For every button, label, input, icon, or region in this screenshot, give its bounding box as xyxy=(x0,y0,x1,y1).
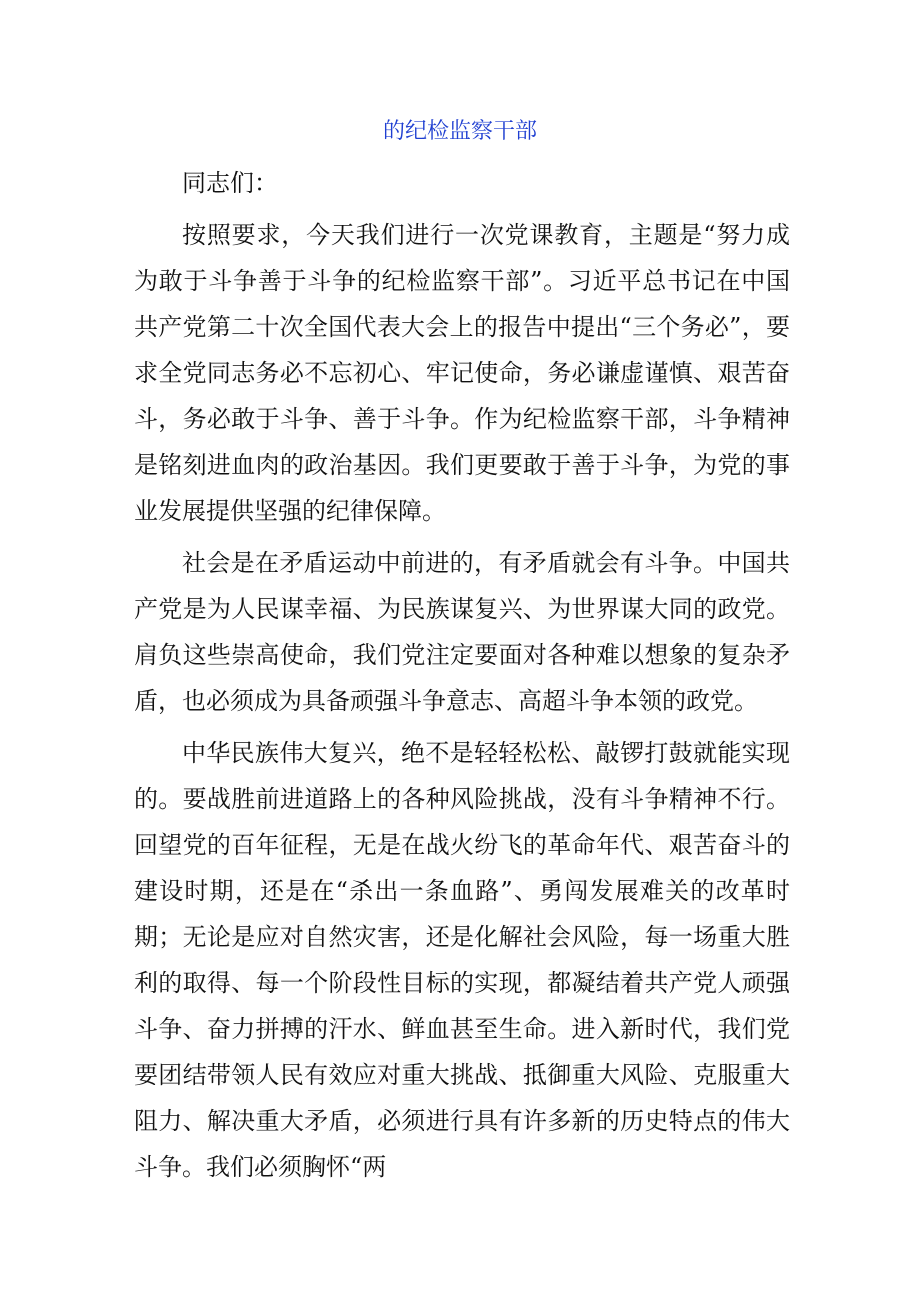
document-title: 的纪检监察干部 xyxy=(382,119,537,144)
paragraph-1: 按照要求，今天我们进行一次党课教育，主题是“努力成为敢于斗争善于斗争的纪检监察干部”。习近平总书记在中国共产党第二十次全国代表大会上的报告中提出“三个务必”，要求全党同志务必不忘初心、牢记使命，务必谦虚谨慎、艰苦奋斗，务必敢于斗争、善于斗争。作为纪检监察干部，斗争精神是铭刻进血肉的政治基因。我们更要敢于善于斗争，为党的事业发展提供坚强的纪律保障。 xyxy=(134,221,790,525)
paragraph-2: 社会是在矛盾运动中前进的，有矛盾就会有斗争。中国共产党是为人民谋幸福、为民族谋复兴、为世界谋大同的政党。肩负这些崇高使命，我们党注定要面对各种难以想象的复杂矛盾，也必须成为具备顽强斗争意志、高超斗争本领的政党。 xyxy=(134,549,790,715)
document-body xyxy=(134,160,790,1196)
salutation: 同志们： xyxy=(182,169,278,197)
paragraph-3: 中华民族伟大复兴，绝不是轻轻松松、敲锣打鼓就能实现的。要战胜前进道路上的各种风险挑战，没有斗争精神不行。回望党的百年征程，无是在战火纷飞的革命年代、艰苦奋斗的建设时期，还是在“杀出一条血路”、勇闯发展难关的改革时期；无论是应对自然灾害，还是化解社会风险，每一场重大胜利的取得、每一个阶段性目标的实现，都凝结着共产党人顽强斗争、奋力拼搏的汗水、鲜血甚至生命。进入新时代，我们党要团结带领人民有效应对重大挑战、抵御重大风险、克服重大阻力、解决重大矛盾，必须进行具有许多新的历史特点的伟大斗争。我们必须胸怀“两 xyxy=(134,739,790,1181)
